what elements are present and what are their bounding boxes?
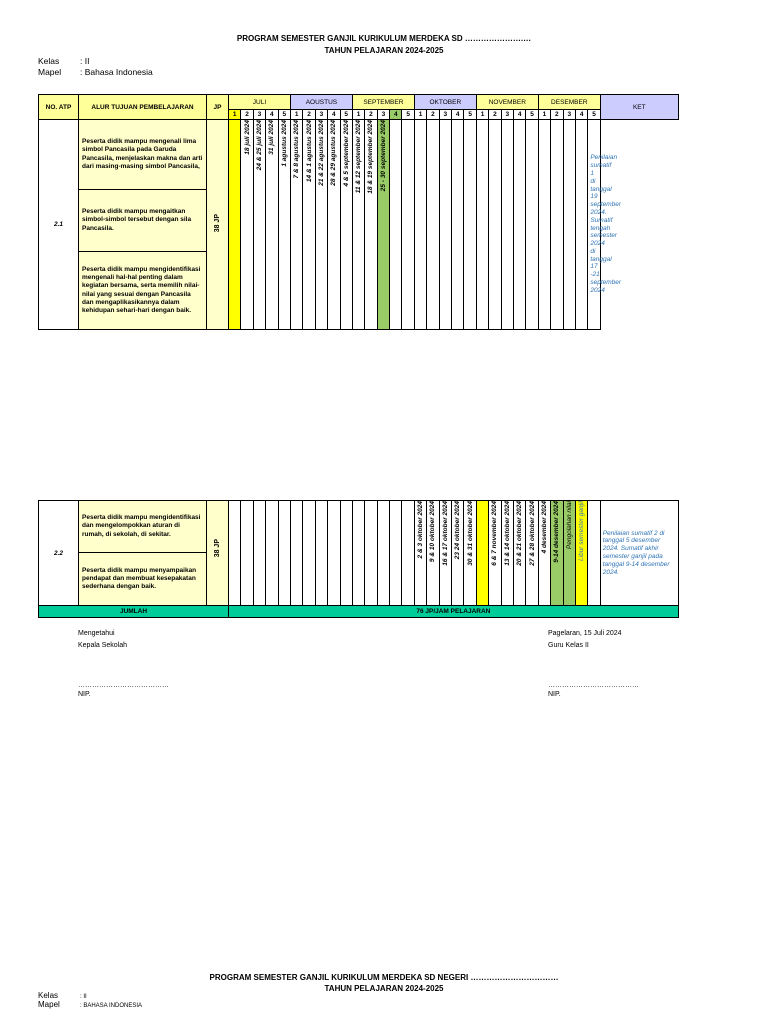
date-label: 28 & 29 agustus 2024 (330, 120, 338, 186)
schedule-cell (563, 120, 575, 330)
date-label: 4 & 5 september 2024 (342, 120, 350, 187)
schedule-cell (390, 501, 402, 606)
week-num: 1 (414, 110, 426, 120)
week-num: 1 (352, 110, 364, 120)
schedule-cell (315, 120, 327, 330)
schedule-cell (526, 501, 538, 606)
schedule-cell (402, 501, 414, 606)
learning-goal: Peserta didik mampu mengidentifikasi dan mengelompokkan aturan di rumah, di sekolah, di sekitar. (79, 501, 207, 553)
schedule-cell (241, 501, 253, 606)
week-num: 4 (575, 110, 587, 120)
learning-goal: Peserta didik mampu mengaitkan simbol-simbol tersebut dengan sila Pancasila. (79, 190, 207, 252)
schedule-cell (352, 501, 364, 606)
week-num: 4 (390, 110, 402, 120)
schedule-cell (278, 120, 290, 330)
schedule-cell (551, 501, 563, 606)
date-label: 7 & 8 agustus 2024 (293, 120, 301, 179)
learning-goal: Peserta didik mampu mengenali lima simbol Pancasila pada Garuda Pancasila, menjelaskan makna dan arti dari masing-masing simbol Pancasila, (79, 120, 207, 190)
atp-number: 2.1 (39, 120, 79, 330)
week-num: 3 (439, 110, 451, 120)
schedule-cell (290, 501, 302, 606)
schedule-table-1 (38, 94, 679, 330)
week-num: 5 (588, 110, 600, 120)
schedule-cell (501, 501, 513, 606)
date-label: 27 & 28 oktober 2024 (528, 501, 536, 566)
schedule-cell (303, 501, 315, 606)
mapel-label: Mapel (38, 67, 62, 77)
schedule-cell (513, 501, 525, 606)
date-label: 23 24 oktober 2024 (454, 501, 462, 560)
schedule-cell (427, 501, 439, 606)
ket-note: Penilaian sumatif 2 di tanggal 5 desember 2024. Sumatif akhir semester ganjil pada tanggal 9-14 desember 2024. (600, 501, 678, 606)
schedule-cell (241, 120, 253, 330)
signature-right-nip: NIP. (548, 691, 561, 698)
date-label: 18 & 19 september 2024 (367, 120, 375, 194)
page2-subtitle: TAHUN PELAJARAN 2024-2025 (324, 984, 444, 993)
schedule-cell (414, 120, 426, 330)
schedule-cell (538, 120, 550, 330)
jumlah-label: JUMLAH (39, 606, 229, 618)
schedule-cell (328, 501, 340, 606)
schedule-cell (439, 501, 451, 606)
week-num: 2 (241, 110, 253, 120)
header-no-atp: NO. ATP (39, 95, 79, 120)
schedule-cell (328, 120, 340, 330)
jp-cell (207, 120, 229, 330)
schedule-cell (365, 120, 377, 330)
header-ket: KET (600, 95, 678, 120)
date-label: 25 - 30 september 2024 (379, 120, 387, 192)
jp-cell (207, 501, 229, 606)
week-num: 5 (464, 110, 476, 120)
signature-left-dots: ………………………………… (78, 682, 169, 689)
schedule-cell (229, 501, 241, 606)
date-label: 20 & 21 oktober 2024 (516, 501, 524, 566)
jp-value: 38 JP (214, 539, 221, 558)
signature-right-line2: Guru Kelas II (548, 642, 589, 649)
signature-right-line1: Pagelaran, 15 Juli 2024 (548, 630, 622, 637)
signature-left-line1: Mengetahui (78, 630, 115, 637)
schedule-cell (514, 120, 526, 330)
jumlah-value: 76 JP/JAM PELAJARAN (229, 606, 679, 618)
signature-left-line2: Kepala Sekolah (78, 642, 128, 649)
page2-kelas (38, 991, 87, 1000)
signature-right-dots: ………………………………… (548, 682, 639, 689)
page2-mapel-label: Mapel (38, 1000, 60, 1009)
schedule-table-2 (38, 500, 679, 618)
week-num: 3 (501, 110, 513, 120)
date-label: 24 & 25 juli 2024 (255, 120, 263, 171)
date-label: 18 juli 2024 (243, 120, 251, 155)
week-num: 3 (253, 110, 265, 120)
schedule-cell (526, 120, 538, 330)
signature-left (78, 628, 169, 700)
kelas-label: Kelas (38, 56, 60, 66)
schedule-cell (476, 120, 488, 330)
schedule-cell (340, 120, 352, 330)
week-num: 4 (328, 110, 340, 120)
mapel-value: : Bahasa Indonesia (80, 67, 153, 77)
date-label: 21 & 22 agustus 2024 (317, 120, 325, 186)
atp-number: 2.2 (39, 501, 79, 606)
schedule-cell (538, 501, 550, 606)
date-label: 1 agustus 2024 (280, 120, 288, 167)
date-label: 9 & 10 oktober 2024 (429, 501, 437, 563)
week-num: 1 (538, 110, 550, 120)
week-num: 5 (402, 110, 414, 120)
date-label: Pengolahan nilai (565, 501, 573, 550)
signature-left-nip: NIP. (78, 691, 91, 698)
week-num: 4 (514, 110, 526, 120)
schedule-cell (315, 501, 327, 606)
week-num: 3 (563, 110, 575, 120)
month-september: SEPTEMBER (352, 95, 414, 110)
week-num: 2 (427, 110, 439, 120)
week-num: 1 (229, 110, 241, 120)
date-label: 9-14 desember 2024 (553, 501, 561, 563)
meta-kelas (38, 56, 89, 66)
schedule-cell (377, 120, 389, 330)
schedule-cell (390, 120, 402, 330)
schedule-cell (266, 120, 278, 330)
date-label: 16 & 17 oktober 2024 (441, 501, 449, 566)
schedule-cell (439, 120, 451, 330)
week-num: 3 (315, 110, 327, 120)
schedule-cell (464, 120, 476, 330)
month-oktober: OKTOBER (414, 95, 476, 110)
schedule-cell (551, 120, 563, 330)
page2-title: PROGRAM SEMESTER GANJIL KURIKULUM MERDEKA SD NEGERI …………………………… (209, 973, 559, 982)
date-label: 14 & 1 agustus 2024 (305, 120, 313, 183)
signature-right (548, 628, 639, 700)
date-label: 13 & 14 oktober 2024 (503, 501, 511, 566)
schedule-cell (464, 501, 476, 606)
schedule-cell (266, 501, 278, 606)
week-num: 3 (377, 110, 389, 120)
meta-mapel (38, 67, 153, 77)
kelas-value: : II (80, 56, 90, 66)
schedule-cell (452, 501, 464, 606)
learning-goal: Peserta didik mampu menyampaikan pendapat dan membuat kesepakatan sederhana dengan baik. (79, 553, 207, 606)
date-label: 11 & 12 september 2024 (355, 120, 363, 194)
schedule-cell (427, 120, 439, 330)
week-num: 1 (476, 110, 488, 120)
schedule-cell (476, 501, 488, 606)
page2-mapel (38, 1000, 142, 1009)
learning-goal: Peserta didik mampu mengidentifikasi mengenali hal-hal penting dalam kegiatan bersama, serta memilih nilai-nilai yang sesuai dengan Pancasila dan mengaplikasikannya dalam kehidupan sehari-hari dengan baik. (79, 252, 207, 330)
week-num: 5 (278, 110, 290, 120)
ket-note: Penilaian sumatif 1 di tanggal 19 september 2024. Sumatif tengah semester 2024 di tanggal 17 -21 september 2024 (588, 120, 600, 330)
month-november: NOVEMBER (476, 95, 538, 110)
week-num: 1 (290, 110, 302, 120)
schedule-cell (414, 501, 426, 606)
week-num: 4 (452, 110, 464, 120)
jp-value: 38 JP (214, 214, 221, 233)
month-desember: DESEMBER (538, 95, 600, 110)
date-label: 4 desember 2024 (540, 501, 548, 554)
page2-mapel-value: : BAHASA INDONESIA (80, 1003, 143, 1009)
month-juli: JULI (229, 95, 291, 110)
date-label: 31 juli 2024 (268, 120, 276, 155)
schedule-cell (563, 501, 575, 606)
page2-kelas-label: Kelas (38, 991, 59, 1000)
schedule-cell (501, 120, 513, 330)
schedule-cell (253, 120, 265, 330)
schedule-cell (340, 501, 352, 606)
week-num: 5 (340, 110, 352, 120)
schedule-cell (278, 501, 290, 606)
schedule-cell (377, 501, 389, 606)
schedule-cell (253, 501, 265, 606)
schedule-cell (229, 120, 241, 330)
schedule-cell (352, 120, 364, 330)
week-num: 5 (526, 110, 538, 120)
week-num: 2 (489, 110, 501, 120)
schedule-cell (489, 120, 501, 330)
week-num: 2 (551, 110, 563, 120)
schedule-cell (588, 501, 600, 606)
month-agustus: AOUSTUS (290, 95, 352, 110)
week-num: 2 (303, 110, 315, 120)
date-label: Libur semester ganjil (578, 501, 586, 561)
page2-kelas-value: : II (80, 994, 87, 1000)
document-title: PROGRAM SEMESTER GANJIL KURIKULUM MERDEKA SD ………………….… (236, 34, 532, 43)
date-label: 2 & 3 oktober 2024 (417, 501, 425, 559)
schedule-cell (575, 501, 587, 606)
header-jp: JP (207, 95, 229, 120)
schedule-cell (489, 501, 501, 606)
schedule-cell (290, 120, 302, 330)
date-label: 30 & 31 oktober 2024 (466, 501, 474, 566)
document-subtitle: TAHUN PELAJARAN 2024-2025 (324, 46, 444, 55)
week-num: 2 (365, 110, 377, 120)
schedule-cell (303, 120, 315, 330)
schedule-cell (452, 120, 464, 330)
schedule-cell (365, 501, 377, 606)
header-alur: ALUR TUJUAN PEMBELAJARAN (79, 95, 207, 120)
date-label: 6 & 7 november 2024 (491, 501, 499, 566)
week-num: 4 (266, 110, 278, 120)
schedule-cell (402, 120, 414, 330)
schedule-cell (575, 120, 587, 330)
